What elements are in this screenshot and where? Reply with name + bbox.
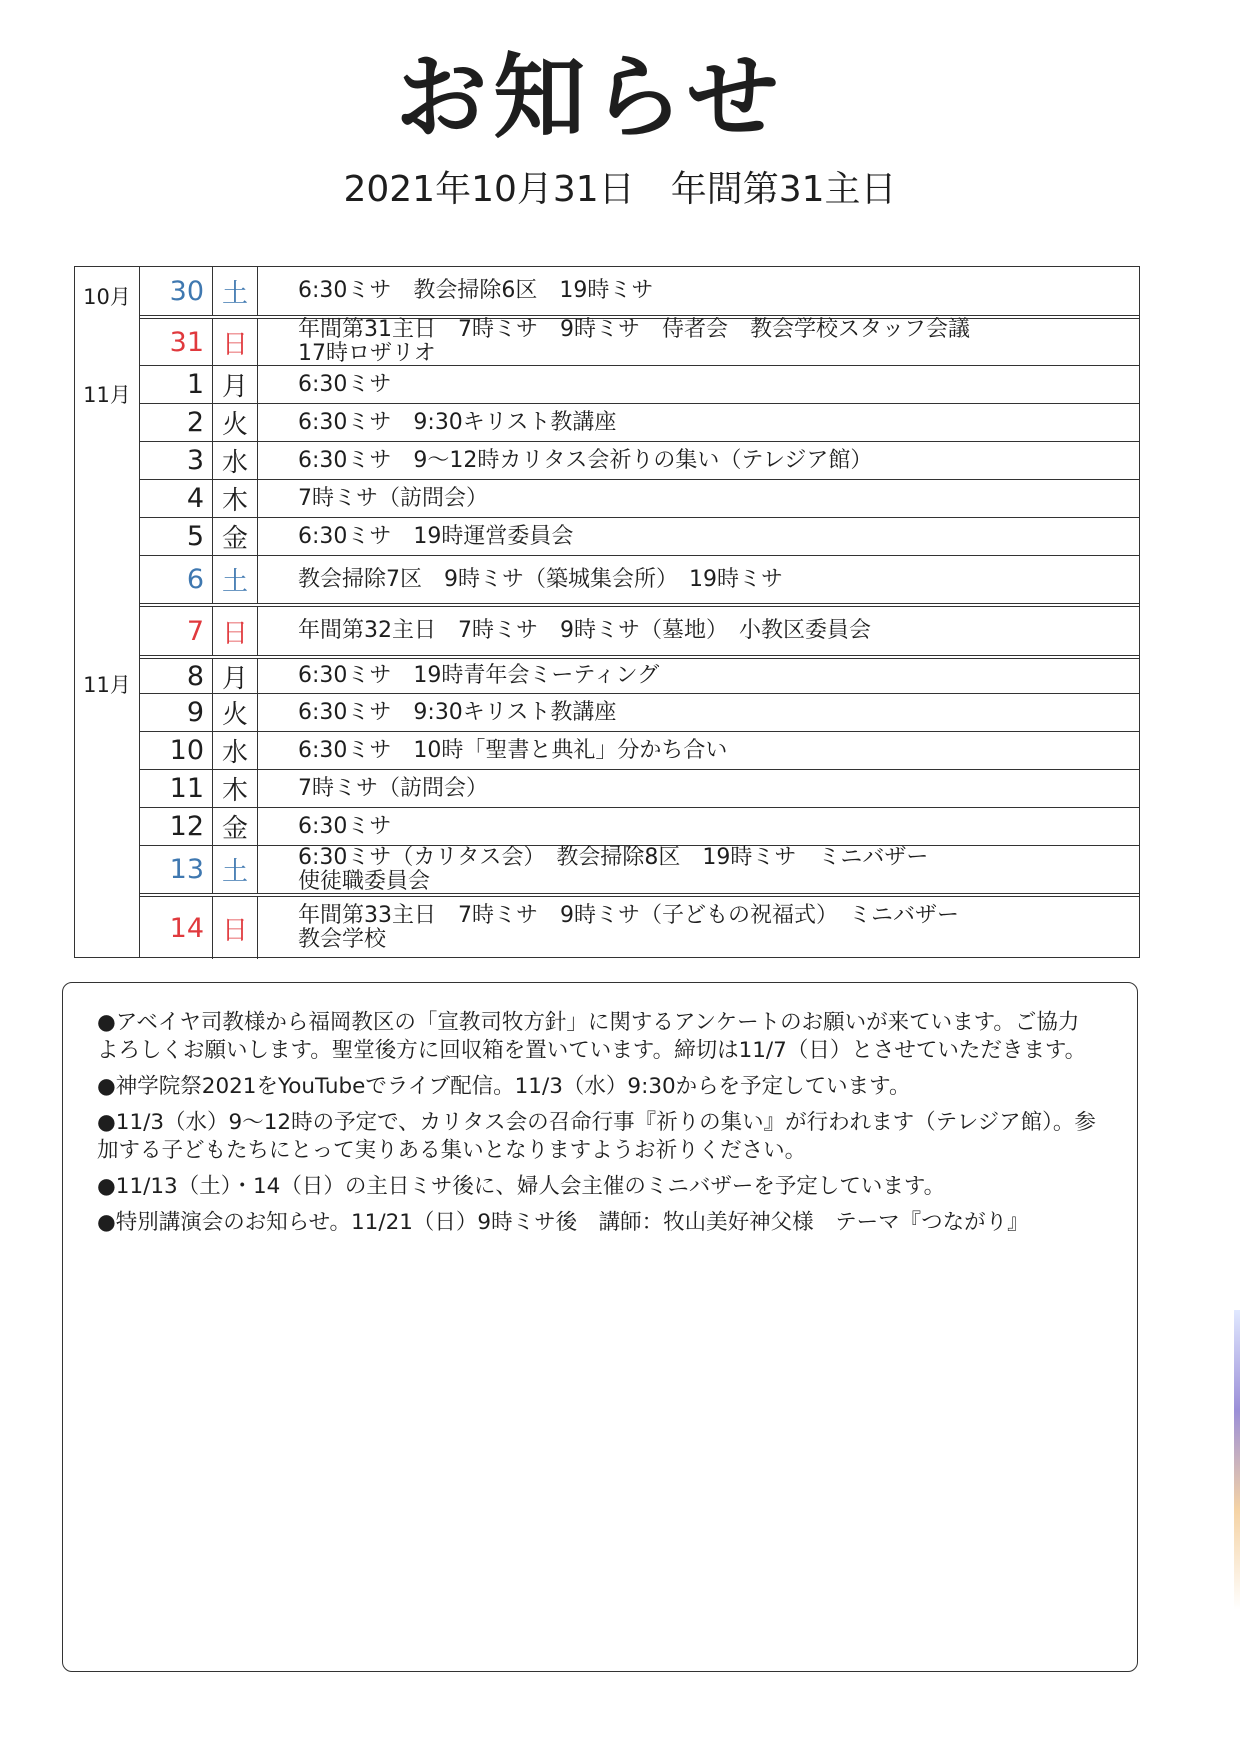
- month-label: 10月: [83, 285, 131, 309]
- day-number: 11: [139, 770, 213, 807]
- event-text: 6:30ミサ 19時運営委員会: [298, 523, 574, 549]
- day-of-week: 火: [213, 694, 258, 731]
- event-text: 6:30ミサ 10時「聖書と典礼」分かち合い: [298, 737, 728, 763]
- notice-box: [62, 982, 1138, 1672]
- day-number: 30: [139, 267, 213, 315]
- day-of-week: 日: [213, 607, 258, 655]
- schedule-row: [139, 655, 1139, 693]
- month-label: 11月: [83, 383, 131, 407]
- day-of-week: 水: [213, 442, 258, 479]
- schedule-table: [74, 266, 1140, 958]
- event-text: 7時ミサ（訪問会）: [298, 775, 488, 801]
- day-number: 13: [139, 846, 213, 893]
- event-text: 6:30ミサ: [298, 371, 392, 397]
- day-of-week: 土: [213, 267, 258, 315]
- page-title: お知らせ: [395, 44, 785, 151]
- day-of-week: 木: [213, 480, 258, 517]
- day-of-week: 日: [213, 319, 258, 365]
- schedule-row: [139, 603, 1139, 655]
- schedule-row: [139, 845, 1139, 893]
- schedule-row: [139, 693, 1139, 731]
- event-text: 7時ミサ（訪問会）: [298, 485, 488, 511]
- schedule-row: [139, 769, 1139, 807]
- schedule-row: [139, 441, 1139, 479]
- day-number: 7: [139, 607, 213, 655]
- day-number: 1: [139, 366, 213, 403]
- day-number: 5: [139, 518, 213, 555]
- event-text: 6:30ミサ 9:30キリスト教講座: [298, 409, 617, 435]
- notice-item: ●11/3（水）9～12時の予定で、カリタス会の召命行事『祈りの集い』が行われます（テレジア館）。参加する子どもたちにとって実りある集いとなりますようお祈りください。: [97, 1110, 1096, 1163]
- notice-item: ●11/13（土）・14（日）の主日ミサ後に、婦人会主催のミニバザーを予定しています。: [97, 1174, 946, 1199]
- event-text: 年間第33主日 7時ミサ 9時ミサ（子どもの祝福式） ミニバザー 教会学校: [298, 903, 959, 952]
- month-label: 11月: [83, 673, 131, 697]
- day-number: 9: [139, 694, 213, 731]
- event-text: 年間第31主日 7時ミサ 9時ミサ 侍者会 教会学校スタッフ会議 17時ロザリオ: [298, 317, 970, 366]
- day-of-week: 土: [213, 556, 258, 603]
- schedule-row: [139, 893, 1139, 959]
- day-number: 14: [139, 897, 213, 959]
- day-number: 8: [139, 659, 213, 693]
- event-text: 6:30ミサ 9:30キリスト教講座: [298, 699, 617, 725]
- notice-item: ●アベイヤ司教様から福岡教区の「宣教司牧方針」に関するアンケートのお願いが来ています。ご協力よろしくお願いします。聖堂後方に回収箱を置いています。締切は11/7（日）とさせていただきます。: [97, 1010, 1087, 1063]
- day-of-week: 水: [213, 732, 258, 769]
- day-of-week: 金: [213, 518, 258, 555]
- page-subtitle: 2021年10月31日 年間第31主日: [343, 169, 897, 210]
- day-number: 2: [139, 404, 213, 441]
- schedule-row: [139, 807, 1139, 845]
- notice-item: ●神学院祭2021をYouTubeでライブ配信。11/3（水）9:30からを予定しています。: [97, 1074, 911, 1099]
- schedule-row: [139, 403, 1139, 441]
- event-text: 教会掃除7区 9時ミサ（築城集会所） 19時ミサ: [298, 566, 783, 592]
- day-number: 3: [139, 442, 213, 479]
- schedule-row: [139, 315, 1139, 365]
- schedule-row: [139, 365, 1139, 403]
- day-number: 12: [139, 808, 213, 845]
- day-number: 4: [139, 480, 213, 517]
- day-number: 6: [139, 556, 213, 603]
- event-text: 年間第32主日 7時ミサ 9時ミサ（墓地） 小教区委員会: [298, 618, 871, 643]
- day-of-week: 木: [213, 770, 258, 807]
- day-number: 10: [139, 732, 213, 769]
- day-of-week: 火: [213, 404, 258, 441]
- schedule-row: [139, 267, 1139, 315]
- schedule-row: [139, 731, 1139, 769]
- day-of-week: 土: [213, 846, 258, 893]
- event-text: 6:30ミサ: [298, 813, 392, 839]
- schedule-row: [139, 555, 1139, 603]
- scan-edge-artifact: [1234, 1310, 1240, 1610]
- schedule-row: [139, 517, 1139, 555]
- day-number: 31: [139, 319, 213, 365]
- event-text: 6:30ミサ 教会掃除6区 19時ミサ: [298, 278, 654, 303]
- event-text: 6:30ミサ 9～12時カリタス会祈りの集い（テレジア館）: [298, 447, 873, 473]
- day-of-week: 月: [213, 366, 258, 403]
- event-text: 6:30ミサ（カリタス会） 教会掃除8区 19時ミサ ミニバザー 使徒職委員会: [298, 844, 929, 894]
- day-of-week: 日: [213, 897, 258, 959]
- day-of-week: 月: [213, 659, 258, 693]
- schedule-row: [139, 479, 1139, 517]
- day-of-week: 金: [213, 808, 258, 845]
- event-text: 6:30ミサ 19時青年会ミーティング: [298, 663, 660, 688]
- notice-item: ●特別講演会のお知らせ。11/21（日）9時ミサ後 講師：牧山美好神父様 テーマ『つながり』: [97, 1210, 1029, 1235]
